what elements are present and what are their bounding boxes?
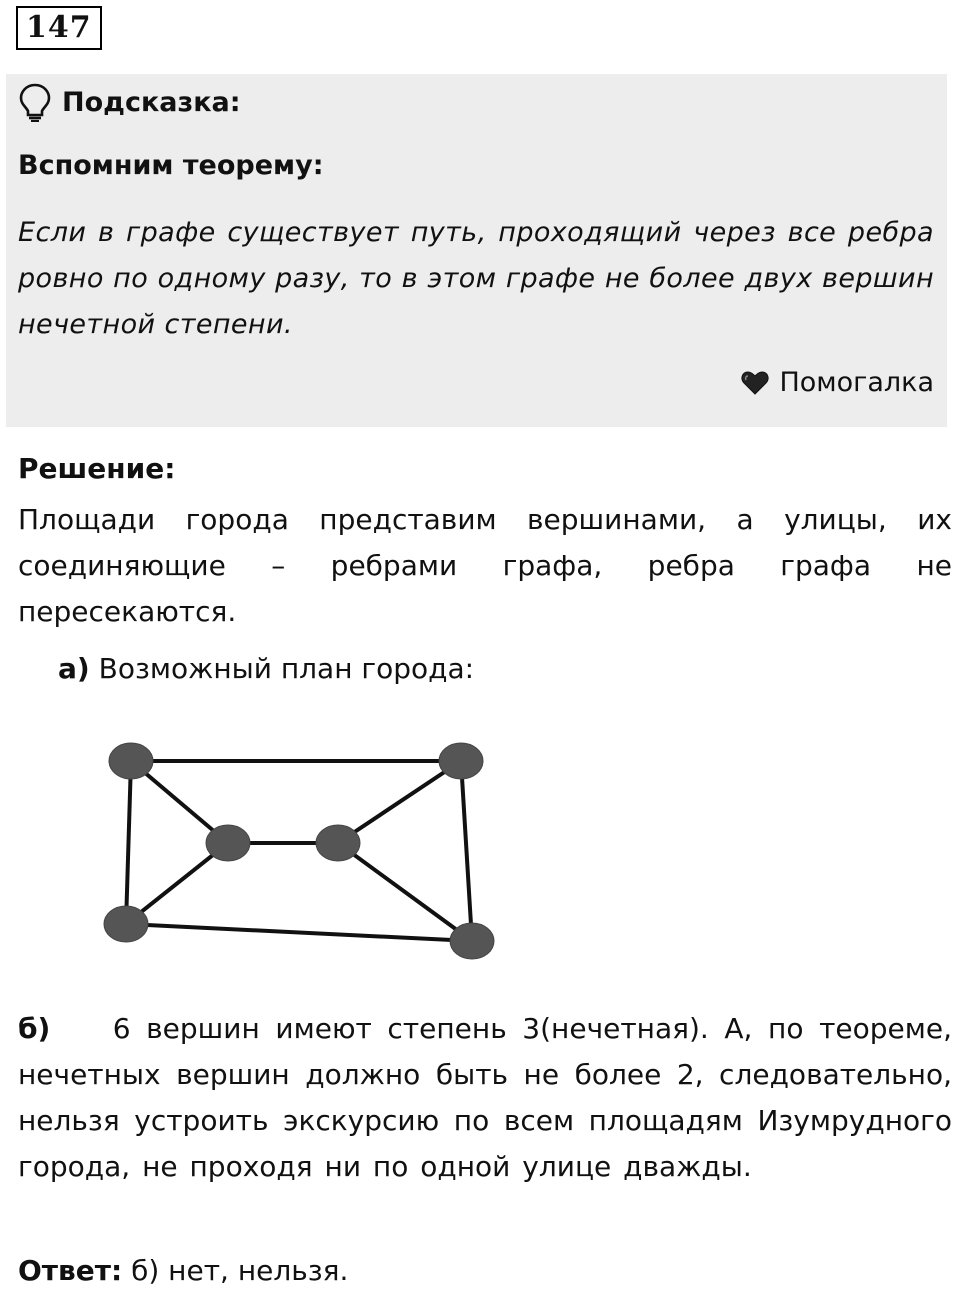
vertex-bottom-right — [450, 923, 494, 959]
edge-right — [461, 761, 472, 941]
vertex-bottom-left — [104, 906, 148, 942]
part-b-label: б) — [18, 1012, 51, 1045]
solution-heading: Решение: — [18, 452, 176, 485]
brand-row[interactable] — [741, 367, 934, 398]
part-b — [18, 1006, 952, 1190]
part-a — [58, 652, 474, 685]
edge-inner-right-bottom — [338, 843, 472, 941]
theorem-text: Если в графе существует путь, проходящий через все ребра ровно по одному разу, то в этом графе не более двух вершин нечетной степени. — [18, 217, 934, 340]
graph-edges — [126, 761, 472, 941]
edge-top-right-inner — [338, 761, 461, 843]
hint-title-row — [18, 82, 241, 122]
vertex-top-right — [439, 743, 483, 779]
answer-text: б) нет, нельзя. — [131, 1254, 349, 1287]
edge-left — [126, 761, 131, 924]
vertex-top-left — [109, 743, 153, 779]
city-plan-graph — [0, 720, 560, 980]
answer-label: Ответ: — [18, 1254, 123, 1287]
vertex-inner-left — [206, 825, 250, 861]
answer — [18, 1254, 348, 1287]
heart-icon — [741, 371, 769, 395]
part-a-text: Возможный план города: — [98, 652, 475, 685]
edge-bottom — [126, 924, 472, 941]
part-a-label: а) — [58, 652, 90, 685]
vertex-inner-right — [316, 825, 360, 861]
solution-intro: Площади города представим вершинами, а улицы, их соединяющие – ребрами графа, ребра графа не пересекаются. — [18, 503, 952, 628]
task-number: 147 — [16, 6, 102, 50]
lightbulb-icon — [18, 82, 52, 122]
part-b-text: 6 вершин имеют степень 3(нечетная). А, по теореме, нечетных вершин должно быть не более 2, следовательно, нельзя устроить экскурсию по всем площадям Изумрудного города, не проходя ни по одной улице дважды. — [18, 1012, 952, 1183]
recall-heading: Вспомним теорему: — [18, 150, 324, 181]
hint-title: Подсказка: — [62, 86, 241, 118]
brand-label: Помогалка — [779, 367, 934, 398]
